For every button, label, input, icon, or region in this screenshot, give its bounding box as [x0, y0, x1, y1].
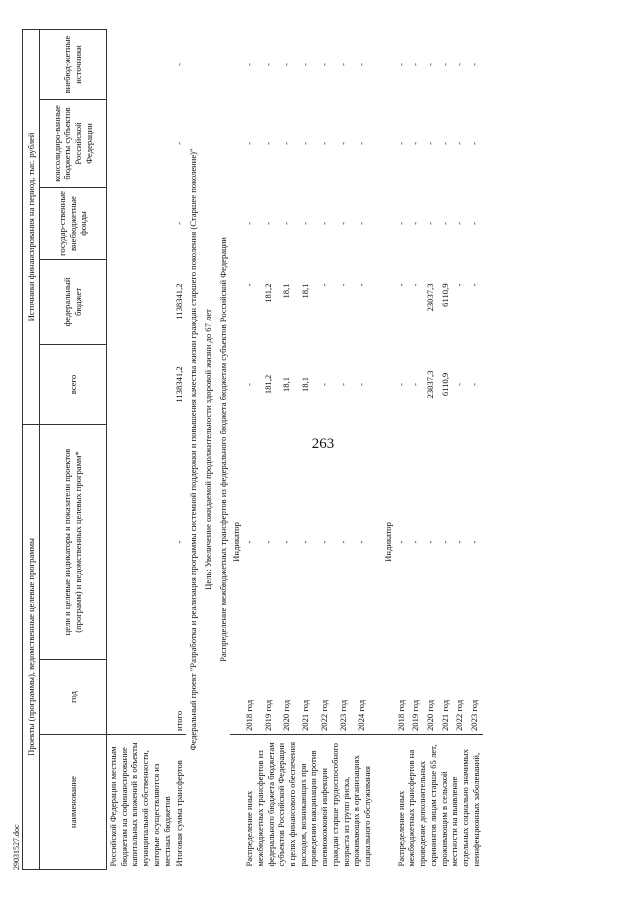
header-name: наименование: [40, 735, 107, 870]
row-indicator: -: [454, 540, 465, 544]
header-regional: консолидиро-ванные бюджеты субъектов Российской Федерации: [40, 99, 107, 187]
row-total: -: [454, 383, 465, 386]
row-other: -: [318, 63, 329, 66]
row-year: 2019 год: [410, 699, 421, 731]
row-total: 23037,3: [424, 370, 435, 399]
row-regional: -: [468, 142, 479, 145]
row-regional: -: [356, 142, 367, 145]
row-regional: -: [300, 142, 311, 145]
row-total: -: [244, 383, 255, 386]
continuation-row: [107, 29, 174, 869]
row-regional: -: [454, 142, 465, 145]
row-year: 2023 год: [337, 699, 348, 731]
header-funding-group: Источники финансирования на период, тыс. рублей: [23, 29, 40, 424]
row-regional: -: [410, 142, 421, 145]
row-other: -: [356, 63, 367, 66]
row-indicator: -: [300, 540, 311, 544]
row-state-funds: -: [281, 222, 292, 225]
total-name: Итоговая сумма трансфертов: [173, 735, 186, 870]
header-goals: цели и целевые индикаторы и показатели проектов (программ) и ведомственных целевых программ*: [40, 424, 107, 659]
row-year: 2018 год: [395, 699, 406, 731]
row-regional: -: [262, 142, 273, 145]
row-other: -: [244, 63, 255, 66]
row-total: -: [318, 383, 329, 386]
row-federal: 23037,3: [424, 283, 435, 312]
row-indicator: -: [244, 540, 255, 544]
table-header: [23, 29, 107, 869]
block1-indicator-row: [230, 29, 243, 869]
federal-project-title: Федеральный проект "Разработка и реализация программы системной поддержки и повышения качества жизни граждан старшего поколения (Старшее поколение)": [188, 148, 199, 751]
total-state-funds: -: [174, 222, 185, 225]
row-total: -: [337, 383, 348, 386]
header-year: год: [40, 660, 107, 735]
continuation-name: Российской Федерации местным бюджетам на софинансирование капитальных вложений в объекты муниципальной собственности, которые осуществляются из местных бюджетов: [107, 735, 174, 870]
goal-text: Цель: Увеличение ожидаемой продолжительности здоровой жизни до 67 лет: [202, 309, 213, 590]
row-federal: 18,1: [300, 283, 311, 299]
table-row: [395, 29, 410, 869]
row-regional: -: [439, 142, 450, 145]
row-federal: -: [318, 283, 329, 287]
row-year: 2024 год: [356, 699, 367, 731]
row-year: 2021 год: [439, 699, 450, 731]
total-regional: -: [174, 142, 185, 145]
block1-indicator-label: Индикатор: [231, 522, 242, 562]
row-total: 181,2: [262, 374, 273, 395]
row-total: 18,1: [300, 376, 311, 393]
row-total: -: [468, 383, 479, 386]
row-year: 2022 год: [318, 699, 329, 731]
row-other: -: [281, 63, 292, 66]
row-other: -: [439, 63, 450, 66]
goal-row: [201, 29, 216, 869]
row-regional: -: [244, 142, 255, 145]
row-other: -: [395, 63, 406, 66]
header-state-funds: государ-ственные внебюджетные фонды: [40, 187, 107, 259]
row-federal: -: [356, 283, 367, 287]
row-federal: -: [454, 283, 465, 287]
header-other: внебюд-жетные источники: [40, 29, 107, 99]
table-row: [243, 29, 262, 869]
row-federal: -: [468, 283, 479, 287]
row-indicator: -: [410, 540, 421, 544]
row-total: 6110,9: [439, 372, 450, 397]
row-year: 2020 год: [424, 699, 435, 731]
document-code: 29031527.doc: [12, 824, 21, 870]
row-federal: -: [395, 283, 406, 287]
row-state-funds: -: [424, 222, 435, 225]
total-federal: 1138341,2: [174, 283, 185, 320]
row-total: 18,1: [281, 376, 292, 393]
row-federal: 6110,9: [439, 283, 450, 307]
row-total: -: [410, 383, 421, 386]
row-federal: 18,1: [281, 283, 292, 299]
row-indicator: -: [356, 540, 367, 544]
row-state-funds: -: [318, 222, 329, 225]
section-title: Распределение межбюджетных трансфертов из федерального бюджета бюджетам субъектов Российской Федерации: [217, 237, 228, 662]
row-other: -: [454, 63, 465, 66]
federal-project-row: [186, 29, 201, 869]
row-state-funds: -: [439, 222, 450, 225]
row-regional: -: [281, 142, 292, 145]
row-federal: -: [244, 283, 255, 287]
row-other: -: [337, 63, 348, 66]
row-other: -: [468, 63, 479, 66]
total-year: итого: [174, 710, 185, 731]
row-indicator: -: [281, 540, 292, 544]
block1-name: Распределение иных межбюджетных трансфертов из федерального бюджета бюджетам субъектов Российской Федерации в целях финансового обеспечения расходов, возникающих при проведении вакцинации против пневмококковой инфекции граждан старше трудоспособного возраста из групп риска, проживающих в организациях социального обслуживания: [243, 735, 374, 870]
row-total: -: [395, 383, 406, 386]
row-indicator: -: [468, 540, 479, 544]
row-year: 2021 год: [300, 699, 311, 731]
row-regional: -: [337, 142, 348, 145]
row-state-funds: -: [356, 222, 367, 225]
row-state-funds: -: [300, 222, 311, 225]
total-indicator: -: [174, 540, 185, 544]
block2-name: Распределение иных межбюджетных трансфертов на проведение дополнительных скринингов лицам старше 65 лет, проживающим в сельской местности на выявление отдельных социально значимых неинфекционных заболеваний,: [395, 735, 483, 870]
row-state-funds: -: [262, 222, 273, 225]
page-number: 263: [311, 436, 335, 452]
row-other: -: [424, 63, 435, 66]
row-total: -: [356, 383, 367, 386]
row-federal: -: [410, 283, 421, 287]
row-year: 2020 год: [281, 699, 292, 731]
row-regional: -: [395, 142, 406, 145]
total-other: -: [174, 63, 185, 66]
row-indicator: -: [318, 540, 329, 544]
row-regional: -: [424, 142, 435, 145]
row-other: -: [300, 63, 311, 66]
total-row: [173, 29, 186, 869]
header-projects-group: Проекты (программы), ведомственные целевые программы: [23, 424, 40, 869]
total-sum: 1138341,2: [174, 366, 185, 403]
row-indicator: -: [262, 540, 273, 544]
row-regional: -: [318, 142, 329, 145]
section-row: [216, 29, 231, 869]
row-indicator: -: [337, 540, 348, 544]
row-state-funds: -: [468, 222, 479, 225]
block2-indicator-row: [382, 29, 395, 869]
row-other: -: [410, 63, 421, 66]
row-state-funds: -: [244, 222, 255, 225]
row-year: 2022 год: [454, 699, 465, 731]
row-year: 2023 год: [468, 699, 479, 731]
row-federal: -: [337, 283, 348, 287]
row-indicator: -: [439, 540, 450, 544]
row-indicator: -: [424, 540, 435, 544]
row-state-funds: -: [395, 222, 406, 225]
header-federal: федеральный бюджет: [40, 259, 107, 344]
row-state-funds: -: [454, 222, 465, 225]
block2-indicator-label: Индикатор: [382, 522, 393, 562]
row-state-funds: -: [337, 222, 348, 225]
row-year: 2019 год: [262, 699, 273, 731]
row-other: -: [262, 63, 273, 66]
row-year: 2018 год: [244, 699, 255, 731]
row-indicator: -: [395, 540, 406, 544]
row-federal: 181,2: [262, 283, 273, 303]
header-total: всего: [40, 344, 107, 424]
row-state-funds: -: [410, 222, 421, 225]
financing-table: [22, 29, 483, 870]
rotated-table-page: [22, 30, 622, 870]
